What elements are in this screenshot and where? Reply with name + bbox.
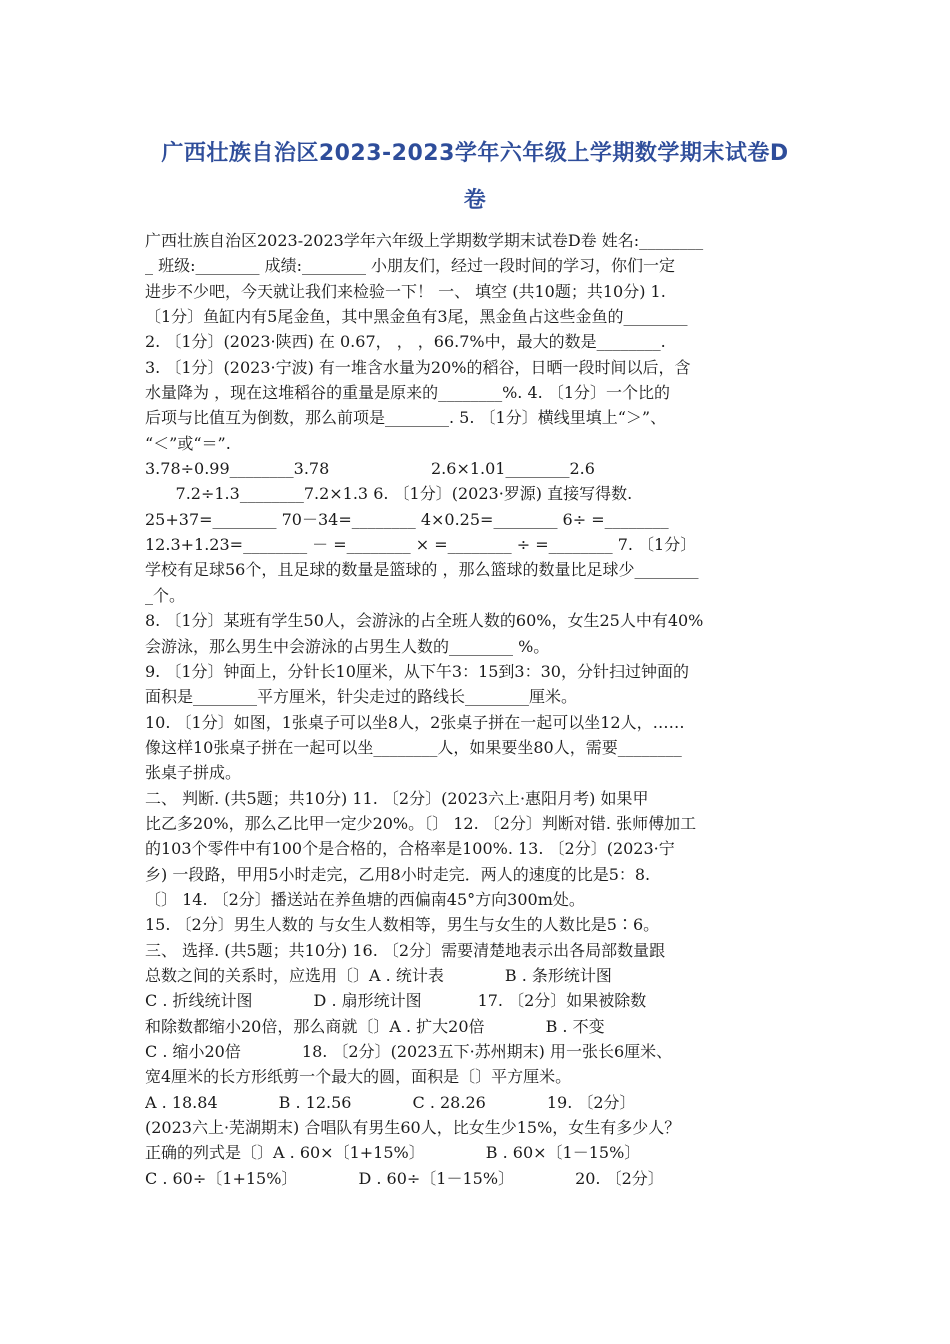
- body-text-line: 〔1分〕鱼缸内有5尾金鱼，其中黑金鱼有3尾，黑金鱼占这些金鱼的________: [145, 307, 688, 327]
- body-text-line: 进步不少吧，今天就让我们来检验一下！ 一、 填空 (共10题；共10分) 1.: [145, 281, 666, 301]
- body-text-line: C . 缩小20倍 18. 〔2分〕(2023五下·苏州期末) 用一张长6厘米、: [145, 1042, 673, 1061]
- body-text-line: 8. 〔1分〕某班有学生50人，会游泳的占全班人数的60%，女生25人中有40%: [145, 611, 704, 631]
- body-text-line: A . 18.84 B . 12.56 C . 28.26 19. 〔2分〕: [145, 1092, 636, 1112]
- body-text-line: 〔〕 14. 〔2分〕播送站在养鱼塘的西偏南45°方向300m处。: [145, 889, 585, 909]
- body-text-line: (2023六上·芜湖期末) 合唱队有男生60人，比女生少15%，女生有多少人？: [145, 1118, 681, 1138]
- body-text-line: 3.78÷0.99________3.78 2.6×1.01________2.6: [145, 459, 595, 479]
- document-title-line-2: 卷: [463, 188, 487, 213]
- body-text-line: 面积是________平方厘米，针尖走过的路线长________厘米。: [145, 687, 578, 707]
- body-text-line: 学校有足球56个，且足球的数量是篮球的 ，那么篮球的数量比足球少________: [145, 560, 699, 580]
- body-text-line: _个。: [145, 585, 186, 605]
- body-text-line: 乡) 一段路，甲用5小时走完，乙用8小时走完．两人的速度的比是5：8.: [145, 864, 651, 884]
- body-text-line: 和除数都缩小20倍，那么商就〔〕A . 扩大20倍 B . 不变: [145, 1016, 605, 1036]
- body-text-line: 9. 〔1分〕钟面上，分针长10厘米，从下午3：15到3：30，分针扫过钟面的: [145, 661, 689, 681]
- body-text-line: 比乙多20%，那么乙比甲一定少20%。〔〕 12. 〔2分〕判断对错. 张师傅加工: [145, 813, 697, 833]
- body-text-line: “＜”或“＝”.: [145, 433, 231, 453]
- body-text-line: 的103个零件中有100个是合格的，合格率是100%. 13. 〔2分〕(2023·宁: [145, 839, 675, 859]
- body-text-line: 张桌子拼成。: [145, 763, 242, 783]
- body-text-line: 像这样10张桌子拼在一起可以坐________人，如果要坐80人，需要________: [145, 737, 682, 757]
- body-text-line: 正确的列式是〔〕A . 60×〔1+15%〕 B . 60×〔1－15%〕: [145, 1143, 641, 1163]
- body-text-line: 3. 〔1分〕(2023·宁波) 有一堆含水量为20%的稻谷，日晒一段时间以后，含: [145, 357, 691, 377]
- body-text-line: 二、 判断. (共5题；共10分) 11. 〔2分〕(2023六上·惠阳月考) 如果甲: [145, 788, 649, 808]
- body-text-line: 25+37=________ 70－34=________ 4×0.25=________ 6÷ =________: [145, 509, 669, 529]
- body-text-line: C . 60÷〔1+15%〕 D . 60÷〔1－15%〕 20. 〔2分〕: [145, 1168, 664, 1188]
- body-text-line: 会游泳，那么男生中会游泳的占男生人数的________ %。: [145, 636, 550, 656]
- body-text-line: 7.2÷1.3________7.2×1.3 6. 〔1分〕(2023·罗源) 直接写得数.: [145, 484, 633, 504]
- body-text-line: 广西壮族自治区2023-2023学年六年级上学期数学期末试卷D卷 姓名:________: [145, 231, 704, 250]
- body-text-line: C . 折线统计图 D . 扇形统计图 17. 〔2分〕如果被除数: [145, 991, 647, 1011]
- document-body: [145, 228, 810, 1191]
- body-text-line: 三、 选择. (共5题；共10分) 16. 〔2分〕需要清楚地表示出各局部数量跟: [145, 940, 666, 960]
- body-text-line: 宽4厘米的长方形纸剪一个最大的圆，面积是〔〕平方厘米。: [145, 1067, 572, 1087]
- body-text-line: 10. 〔1分〕如图，1张桌子可以坐8人，2张桌子拼在一起可以坐12人，……: [145, 712, 685, 732]
- body-text-line: 总数之间的关系时，应选用〔〕A . 统计表 B . 条形统计图: [145, 965, 612, 985]
- body-text-line: 2. 〔1分〕(2023·陕西) 在 0.67， ， ，66.7%中，最大的数是________.: [145, 332, 666, 352]
- body-text-line: 12.3+1.23=________ － =________ × =________ ÷ =________ 7. 〔1分〕: [145, 535, 697, 555]
- body-text-line: 后项与比值互为倒数，那么前项是________. 5. 〔1分〕横线里填上“＞”、: [145, 408, 667, 428]
- body-text-line: _ 班级:________ 成绩:________ 小朋友们，经过一段时间的学习，你们一定: [145, 256, 676, 276]
- body-text-line: 水量降为 ，现在这堆稻谷的重量是原来的________%. 4. 〔1分〕一个比的: [145, 383, 670, 403]
- document-title-line-1: 广西壮族自治区2023-2023学年六年级上学期数学期末试卷D: [161, 141, 789, 166]
- body-text-line: 15. 〔2分〕男生人数的 与女生人数相等，男生与女生的人数比是5∶6。: [145, 915, 660, 935]
